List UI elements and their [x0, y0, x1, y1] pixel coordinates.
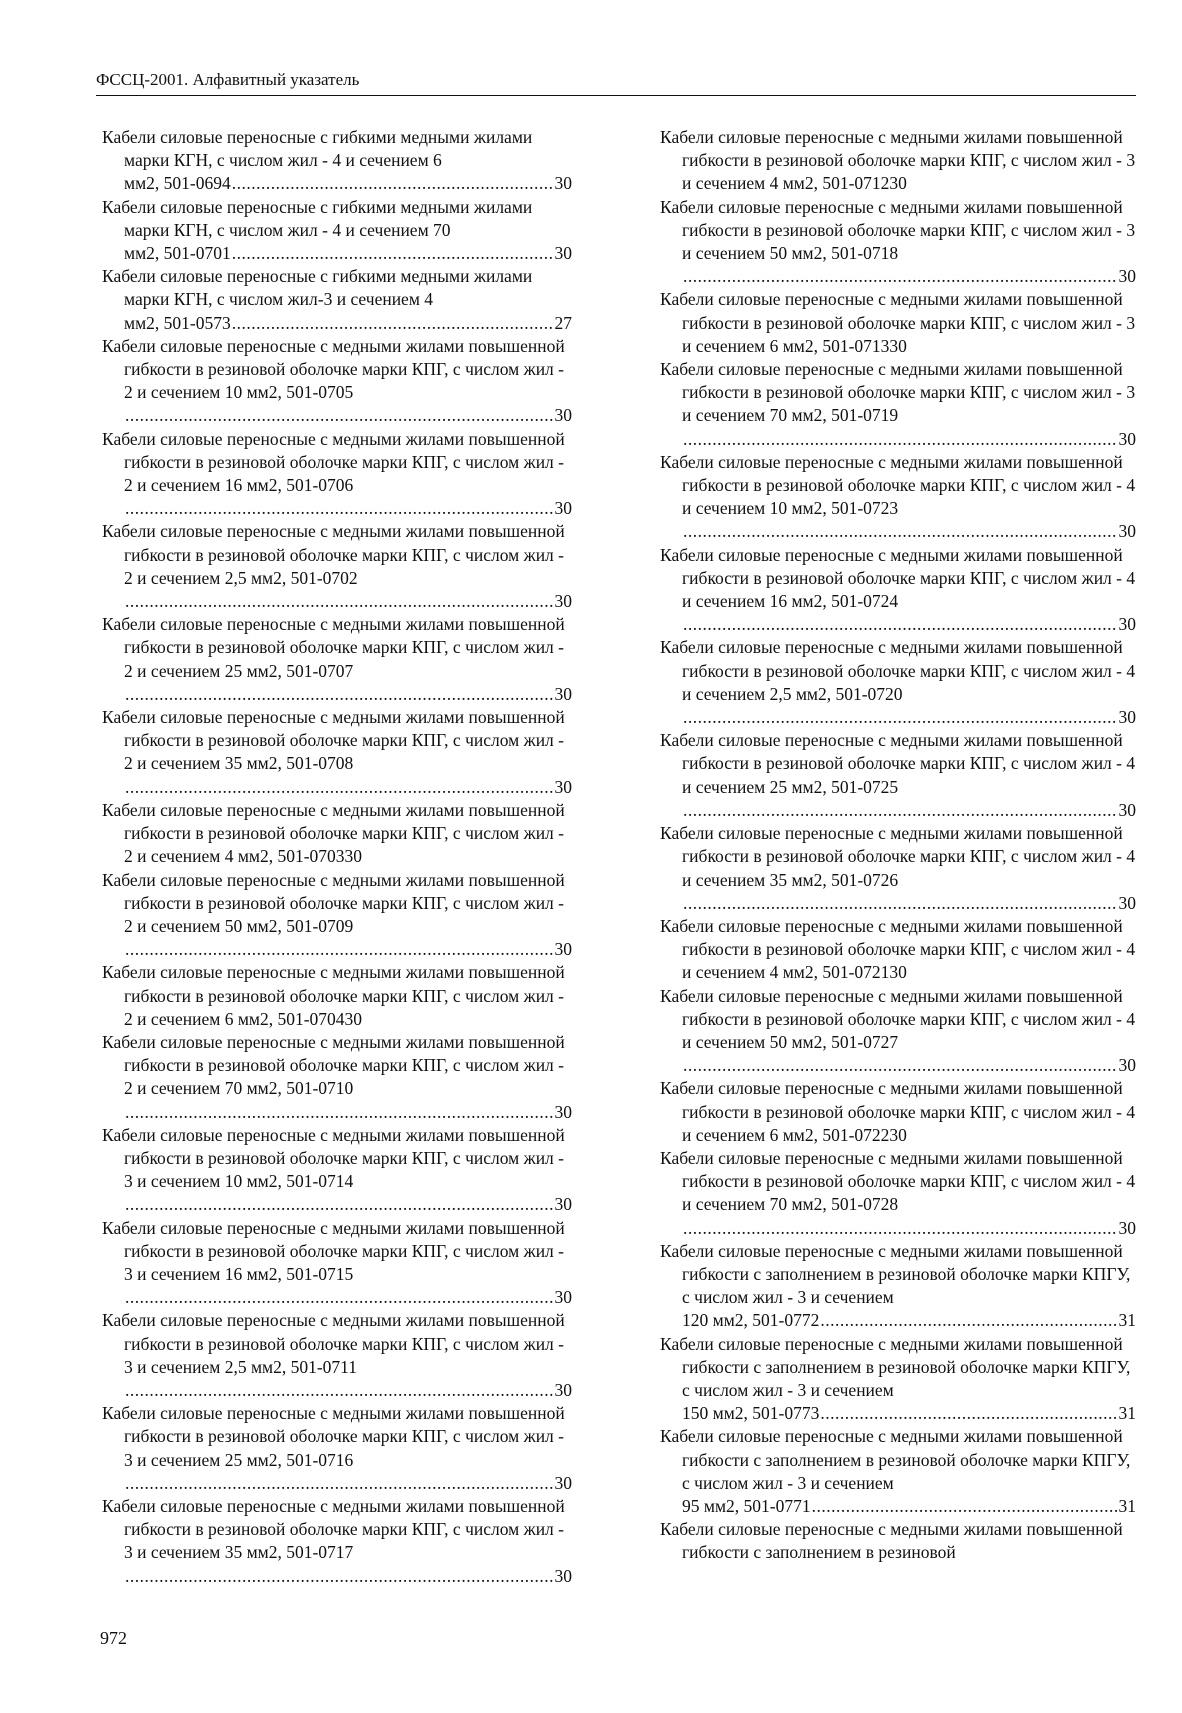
- index-entry-page: 30: [1118, 707, 1136, 728]
- index-entry: [660, 915, 1136, 985]
- dot-leader: [232, 312, 554, 335]
- index-entry-leader-line: [102, 683, 572, 706]
- index-entry-text: Кабели силовые переносные с медными жилами повышенной гибкости в резиновой оболочке марки КПГ, с числом жил - 4 и сечением 70 мм2, 501-0728: [660, 1147, 1136, 1215]
- index-entry-page: 30: [554, 591, 572, 612]
- index-entry: [660, 451, 1136, 544]
- index-entry: [102, 428, 572, 521]
- index-entry-page: 30: [1118, 428, 1136, 449]
- index-entry-page: 31: [1118, 1403, 1136, 1424]
- index-entry-page: 30: [554, 1101, 572, 1122]
- index-entry-leader-line: [660, 1495, 1136, 1518]
- index-entry-page: 30: [1118, 614, 1136, 635]
- index-column-left: [102, 126, 572, 1588]
- index-entry-text: Кабели силовые переносные с медными жилами повышенной гибкости в резиновой оболочке марки КПГ, с числом жил - 2 и сечением 70 мм2, 501-0710: [102, 1031, 565, 1099]
- index-entry-text: Кабели силовые переносные с медными жилами повышенной гибкости в резиновой оболочке марки КПГ, с числом жил - 3 и сечением 10 мм2, 501-0714: [102, 1124, 565, 1192]
- index-entry-text: Кабели силовые переносные с медными жилами повышенной гибкости в резиновой оболочке марки КПГ, с числом жил - 4 и сечением 35 мм2, 501-0726: [660, 823, 1136, 890]
- index-entry: [102, 1124, 572, 1217]
- index-entry-page: 30: [554, 776, 572, 797]
- index-entry: [102, 1495, 572, 1588]
- index-entry: [660, 729, 1136, 822]
- index-entry-text: Кабели силовые переносные с медными жилами повышенной гибкости в резиновой оболочке марки КПГ, с числом жил - 2 и сечением 10 мм2, 501-0705: [102, 335, 565, 403]
- index-entry-text: Кабели силовые переносные с медными жилами повышенной гибкости в резиновой оболочке марки КПГ, с числом жил - 4 и сечением 2,5 мм2, 501-0720: [660, 637, 1136, 704]
- dot-leader: [683, 706, 1118, 729]
- index-entry: [660, 822, 1136, 915]
- index-entry: [102, 520, 572, 613]
- dot-leader: [125, 1101, 554, 1124]
- index-entry-text: Кабели силовые переносные с гибкими медными жилами марки КГН, с числом жил-3 и сечением 4: [102, 266, 533, 310]
- dot-leader: [125, 590, 554, 613]
- index-entry-text: Кабели силовые переносные с гибкими медными жилами марки КГН, с числом жил - 4 и сечением 6: [102, 127, 533, 171]
- index-entry-leader-line: [660, 799, 1136, 822]
- index-entry-leader-line: [102, 938, 572, 961]
- index-entry-leader-line: [660, 1217, 1136, 1240]
- index-entry-text: Кабели силовые переносные с медными жилами повышенной гибкости в резиновой оболочке марки КПГ, с числом жил - 2 и сечением 4 мм2, 501-070330: [102, 799, 565, 867]
- index-entry-text: Кабели силовые переносные с медными жилами повышенной гибкости в резиновой оболочке марки КПГ, с числом жил - 3 и сечением 50 мм2, 501-0718: [660, 196, 1136, 264]
- index-entry-leader-line: [660, 613, 1136, 636]
- index-entry-leader-line: [660, 520, 1136, 543]
- index-entry-text: Кабели силовые переносные с медными жилами повышенной гибкости в резиновой оболочке марки КПГ, с числом жил - 4 и сечением 16 мм2, 501-0724: [660, 544, 1136, 612]
- index-entry-page: 30: [1118, 892, 1136, 913]
- index-entry-code: 95 мм2, 501-0771: [682, 1495, 811, 1516]
- index-entry-leader-line: [102, 1379, 572, 1402]
- index-entry-text: Кабели силовые переносные с медными жилами повышенной гибкости в резиновой оболочке марки КПГ, с числом жил - 4 и сечением 4 мм2, 501-072130: [660, 915, 1136, 983]
- page-number: 972: [100, 1628, 127, 1648]
- index-entry: [102, 613, 572, 706]
- index-entry-leader-line: [102, 1286, 572, 1309]
- dot-leader: [125, 497, 554, 520]
- index-entry-page: 30: [554, 1565, 572, 1586]
- dot-leader: [125, 1472, 554, 1495]
- index-entry: [660, 985, 1136, 1078]
- index-entry-code: мм2, 501-0701: [124, 243, 231, 264]
- dot-leader: [683, 520, 1118, 543]
- index-entry-leader-line: [660, 706, 1136, 729]
- index-entry-page: 27: [554, 312, 572, 333]
- index-entry-text: Кабели силовые переносные с медными жилами повышенной гибкости в резиновой оболочке марки КПГ, с числом жил - 2 и сечением 25 мм2, 501-0707: [102, 614, 565, 681]
- index-entry-page: 30: [554, 1472, 572, 1493]
- index-entry: [102, 1031, 572, 1124]
- dot-leader: [232, 242, 554, 265]
- index-entry-text: Кабели силовые переносные с медными жилами повышенной гибкости в резиновой оболочке марки КПГ, с числом жил - 2 и сечением 35 мм2, 501-0708: [102, 707, 565, 774]
- index-entry-text: Кабели силовые переносные с медными жилами повышенной гибкости в резиновой оболочке марки КПГ, с числом жил - 3 и сечением 70 мм2, 501-0719: [660, 359, 1136, 426]
- dot-leader: [232, 172, 554, 195]
- dot-leader: [125, 776, 554, 799]
- index-entry: [660, 1240, 1136, 1333]
- index-entry-code: мм2, 501-0694: [124, 173, 231, 194]
- index-entry-page: 30: [1118, 266, 1136, 287]
- index-entry: [102, 126, 572, 196]
- index-entry-leader-line: [102, 172, 572, 195]
- index-entry-text: Кабели силовые переносные с медными жилами повышенной гибкости в резиновой оболочке марки КПГ, с числом жил - 3 и сечением 16 мм2, 501-0715: [102, 1217, 565, 1284]
- index-entry-text: Кабели силовые переносные с медными жилами повышенной гибкости в резиновой оболочке марки КПГ, с числом жил - 3 и сечением 4 мм2, 501-071230: [660, 127, 1136, 194]
- index-entry: [660, 1333, 1136, 1426]
- index-entry-text: Кабели силовые переносные с медными жилами повышенной гибкости в резиновой оболочке марки КПГ, с числом жил - 3 и сечением 35 мм2, 501-0717: [102, 1495, 565, 1563]
- dot-leader: [683, 1054, 1118, 1077]
- dot-leader: [125, 1193, 554, 1216]
- index-entry-text: Кабели силовые переносные с медными жилами повышенной гибкости в резиновой оболочке марки КПГ, с числом жил - 2 и сечением 16 мм2, 501-0706: [102, 428, 565, 496]
- running-header: ФССЦ-2001. Алфавитный указатель: [96, 70, 360, 89]
- dot-leader: [683, 892, 1118, 915]
- index-entry: [102, 869, 572, 962]
- index-entry: [660, 288, 1136, 358]
- dot-leader: [125, 404, 554, 427]
- index-entry-page: 30: [1118, 799, 1136, 820]
- index-entry: [102, 335, 572, 428]
- index-entry-code: 150 мм2, 501-0773: [682, 1403, 820, 1424]
- index-entry-page: 30: [554, 1287, 572, 1308]
- dot-leader: [125, 1286, 554, 1309]
- dot-leader: [812, 1495, 1118, 1518]
- index-entry-page: 30: [554, 939, 572, 960]
- index-entry-leader-line: [102, 312, 572, 335]
- index-entry: [660, 636, 1136, 729]
- index-entry-code: мм2, 501-0573: [124, 312, 231, 333]
- index-entry-leader-line: [102, 1472, 572, 1495]
- index-entry: [102, 1217, 572, 1310]
- index-entry-leader-line: [660, 265, 1136, 288]
- index-entry: [102, 799, 572, 869]
- index-entry-page: 30: [554, 683, 572, 704]
- dot-leader: [125, 683, 554, 706]
- index-entry-text: Кабели силовые переносные с медными жилами повышенной гибкости в резиновой оболочке марки КПГ, с числом жил - 3 и сечением 25 мм2, 501-0716: [102, 1403, 565, 1470]
- index-entry-text: Кабели силовые переносные с медными жилами повышенной гибкости с заполнением в резиновой оболочке марки КПГУ, с числом жил - 3 и сечением: [660, 1240, 1131, 1308]
- index-entry-text: Кабели силовые переносные с медными жилами повышенной гибкости в резиновой оболочке марки КПГ, с числом жил - 4 и сечением 25 мм2, 501-0725: [660, 730, 1136, 797]
- index-entry-leader-line: [102, 776, 572, 799]
- index-entry-leader-line: [660, 1309, 1136, 1332]
- dot-leader: [683, 428, 1118, 451]
- index-entry-leader-line: [102, 242, 572, 265]
- index-entry: [660, 1077, 1136, 1147]
- index-entry: [102, 1402, 572, 1495]
- index-entry-page: 30: [1118, 1055, 1136, 1076]
- index-entry-text: Кабели силовые переносные с медными жилами повышенной гибкости с заполнением в резиновой оболочке марки КПГУ, с числом жил - 3 и сечением: [660, 1333, 1131, 1400]
- index-entry: [660, 1425, 1136, 1518]
- index-entry-text: Кабели силовые переносные с медными жилами повышенной гибкости в резиновой оболочке марки КПГ, с числом жил - 3 и сечением 2,5 мм2, 501-0711: [102, 1310, 565, 1377]
- index-entry-page: 31: [1118, 1310, 1136, 1331]
- index-entry: [102, 1309, 572, 1402]
- index-entry: [660, 1518, 1136, 1564]
- index-entry-text: Кабели силовые переносные с медными жилами повышенной гибкости в резиновой оболочке марки КПГ, с числом жил - 2 и сечением 2,5 мм2, 501-0702: [102, 521, 565, 588]
- index-entry-code: 120 мм2, 501-0772: [682, 1310, 820, 1331]
- index-entry: [102, 196, 572, 266]
- index-entry-text: Кабели силовые переносные с медными жилами повышенной гибкости в резиновой оболочке марки КПГ, с числом жил - 3 и сечением 6 мм2, 501-071330: [660, 289, 1136, 356]
- index-entry-leader-line: [102, 1193, 572, 1216]
- index-entry-page: 30: [554, 498, 572, 519]
- index-entry-text: Кабели силовые переносные с гибкими медными жилами марки КГН, с числом жил - 4 и сечением 70: [102, 196, 533, 240]
- index-entry: [660, 358, 1136, 451]
- index-entry: [660, 126, 1136, 196]
- index-entry: [102, 961, 572, 1031]
- dot-leader: [125, 1379, 554, 1402]
- dot-leader: [683, 613, 1118, 636]
- index-entry-text: Кабели силовые переносные с медными жилами повышенной гибкости в резиновой оболочке марки КПГ, с числом жил - 4 и сечением 10 мм2, 501-0723: [660, 451, 1136, 519]
- index-entry-leader-line: [660, 892, 1136, 915]
- index-entry: [660, 544, 1136, 637]
- index-entry: [660, 1147, 1136, 1240]
- index-entry: [102, 265, 572, 335]
- index-entry-leader-line: [102, 404, 572, 427]
- index-entry-text: Кабели силовые переносные с медными жилами повышенной гибкости в резиновой оболочке марки КПГ, с числом жил - 2 и сечением 6 мм2, 501-070430: [102, 962, 565, 1029]
- index-entry-text: Кабели силовые переносные с медными жилами повышенной гибкости с заполнением в резиновой оболочке марки КПГУ, с числом жил - 3 и сечением: [660, 1426, 1131, 1493]
- index-entry-leader-line: [102, 590, 572, 613]
- index-entry-leader-line: [660, 428, 1136, 451]
- index-entry-page: 30: [554, 1194, 572, 1215]
- dot-leader: [125, 1565, 554, 1588]
- index-entry-text: Кабели силовые переносные с медными жилами повышенной гибкости в резиновой оболочке марки КПГ, с числом жил - 4 и сечением 6 мм2, 501-072230: [660, 1078, 1136, 1145]
- index-entry-text: Кабели силовые переносные с медными жилами повышенной гибкости с заполнением в резиновой: [660, 1519, 1123, 1563]
- index-entry: [660, 196, 1136, 289]
- index-entry-page: 30: [554, 173, 572, 194]
- index-entry-page: 30: [554, 243, 572, 264]
- dot-leader: [125, 938, 554, 961]
- header-rule: [96, 95, 1136, 96]
- index-entry-page: 30: [554, 1379, 572, 1400]
- index-entry-leader-line: [660, 1402, 1136, 1425]
- dot-leader: [683, 799, 1118, 822]
- index-column-right: [660, 126, 1136, 1565]
- index-entry-page: 31: [1118, 1495, 1136, 1516]
- index-entry-page: 30: [554, 405, 572, 426]
- index-entry-text: Кабели силовые переносные с медными жилами повышенной гибкости в резиновой оболочке марки КПГ, с числом жил - 4 и сечением 50 мм2, 501-0727: [660, 985, 1136, 1052]
- index-entry-page: 30: [1118, 1217, 1136, 1238]
- index-entry-leader-line: [102, 497, 572, 520]
- dot-leader: [820, 1402, 1117, 1425]
- index-entry-page: 30: [1118, 521, 1136, 542]
- index-entry-leader-line: [102, 1101, 572, 1124]
- index-entry-leader-line: [102, 1565, 572, 1588]
- dot-leader: [683, 265, 1118, 288]
- dot-leader: [683, 1217, 1118, 1240]
- index-entry-text: Кабели силовые переносные с медными жилами повышенной гибкости в резиновой оболочке марки КПГ, с числом жил - 2 и сечением 50 мм2, 501-0709: [102, 869, 565, 936]
- index-entry-leader-line: [660, 1054, 1136, 1077]
- index-entry: [102, 706, 572, 799]
- dot-leader: [820, 1309, 1117, 1332]
